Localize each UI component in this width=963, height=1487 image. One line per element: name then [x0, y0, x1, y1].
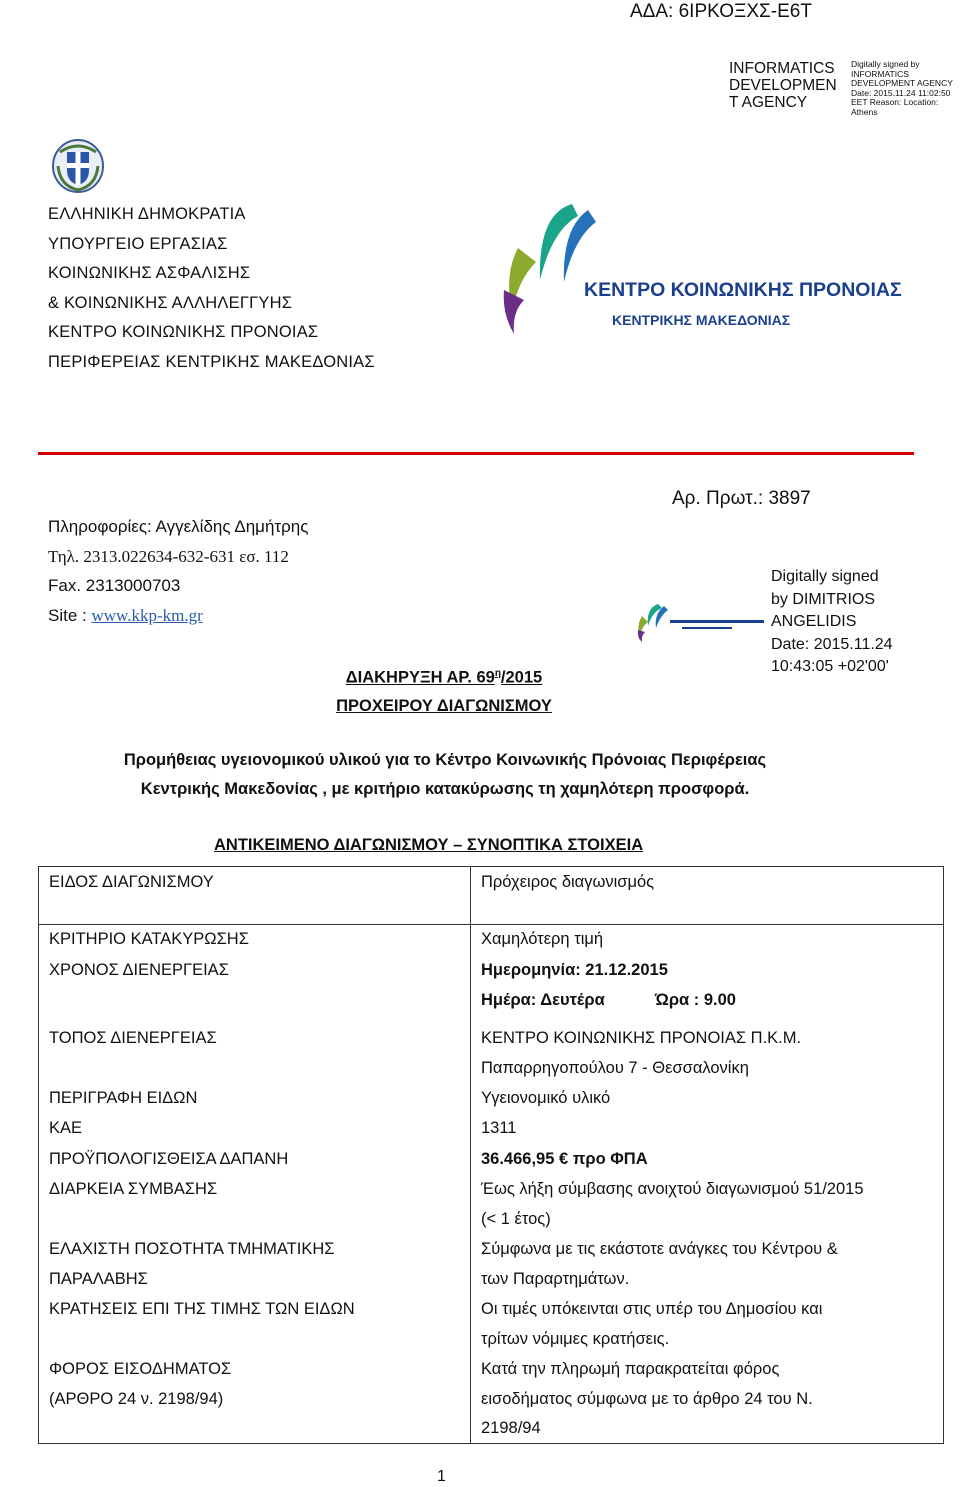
- criterion-label: ΚΡΙΤΗΡΙΟ ΚΑΤΑΚΥΡΩΣΗΣ: [49, 930, 249, 948]
- budget-label: ΠΡΟΫΠΟΛΟΓΙΣΘΕΙΣΑ ΔΑΠΑΝΗ: [49, 1150, 289, 1168]
- tax-value: Κατά την πληρωμή παρακρατείται φόρος: [481, 1360, 780, 1378]
- header-line: ΚΟΙΝΩΝΙΚΗΣ ΑΣΦΑΛΙΣΗΣ: [48, 264, 251, 282]
- min-quantity-value: Σύμφωνα με τις εκάστοτε ανάγκες του Κέντρου &: [481, 1240, 838, 1258]
- min-quantity-value-2: των Παραρτημάτων.: [481, 1270, 630, 1288]
- separator-line: [38, 452, 914, 455]
- place-value: ΚΕΝΤΡΟ ΚΟΙΝΩΝΙΚΗΣ ΠΡΟΝΟΙΑΣ Π.Κ.Μ.: [481, 1029, 802, 1047]
- site-link[interactable]: www.kkp-km.gr: [91, 605, 203, 625]
- kae-label: ΚΑΕ: [49, 1119, 83, 1137]
- time-hour: Ώρα : 9.00: [655, 991, 736, 1009]
- min-quantity-label-2: ΠΑΡΑΛΑΒΗΣ: [49, 1270, 148, 1288]
- type-value: Πρόχειρος διαγωνισμός: [481, 873, 655, 891]
- site-label: Site :: [48, 605, 92, 625]
- contact-person: Πληροφορίες: Αγγελίδης Δημήτρης: [48, 517, 309, 536]
- kkp-logo-swirls-icon: [500, 200, 902, 340]
- deductions-value-2: τρίτων νόμιμες κρατήσεις.: [481, 1330, 670, 1348]
- signature-line: Digitally signed: [771, 568, 879, 585]
- place-label: ΤΟΠΟΣ ΔΙΕΝΕΡΓΕΙΑΣ: [49, 1029, 217, 1047]
- ada-code: ΑΔΑ: 6ΙΡΚΟΞΧΣ-Ε6Τ: [630, 1, 812, 22]
- declaration-title: [328, 660, 560, 720]
- declaration-year: /2015: [500, 668, 543, 687]
- description-label: ΠΕΡΙΓΡΑΦΗ ΕΙΔΩΝ: [49, 1089, 198, 1107]
- deductions-label: ΚΡΑΤΗΣΕΙΣ ΕΠΙ ΤΗΣ ΤΙΜΗΣ ΤΩΝ ΕΙΔΩΝ: [49, 1300, 355, 1318]
- signature-second: [771, 566, 893, 679]
- budget-value: 36.466,95 € προ ΦΠΑ: [481, 1150, 648, 1168]
- declaration-number: ΔΙΑΚΗΡΥΞΗ ΑΡ. 69: [345, 668, 495, 687]
- kkp-logo-small: [636, 600, 768, 642]
- kkp-logo: [500, 200, 902, 340]
- place-address: Παπαρρηγοπούλου 7 - Θεσσαλονίκη: [481, 1059, 749, 1077]
- header-line: ΥΠΟΥΡΓΕΙΟ ΕΡΓΑΣΙΑΣ: [48, 234, 228, 253]
- table-title: ΑΝΤΙΚΕΙΜΕΝΟ ΔΙΑΓΩΝΙΣΜΟΥ – ΣΥΝΟΠΤΙΚΑ ΣΤΟΙΧΕΙΑ: [214, 836, 644, 854]
- kkp-logo-small-icon: [636, 600, 768, 642]
- logo-title: ΚΕΝΤΡΟ ΚΟΙΝΩΝΙΚΗΣ ΠΡΟΝΟΙΑΣ: [584, 279, 902, 301]
- ministry-header: [48, 200, 375, 377]
- subject-line: Κεντρικής Μακεδονίας , με κριτήριο κατακύρωσης τη χαμηλότερη προσφορά.: [140, 779, 750, 798]
- duration-label: ΔΙΑΡΚΕΙΑ ΣΥΜΒΑΣΗΣ: [49, 1180, 218, 1198]
- summary-table: [38, 866, 944, 1444]
- signature-line: by DIMITRIOS: [771, 590, 876, 608]
- contact-fax: Fax. 2313000703: [48, 576, 181, 595]
- duration-note: (< 1 έτος): [481, 1210, 551, 1228]
- declaration-type: ΠΡΟΧΕΙΡΟΥ ΔΙΑΓΩΝΙΣΜΟΥ: [336, 696, 552, 715]
- page-number: 1: [437, 1468, 446, 1485]
- time-label: ΧΡΟΝΟΣ ΔΙΕΝΕΡΓΕΙΑΣ: [49, 961, 229, 979]
- type-label: ΕΙΔΟΣ ΔΙΑΓΩΝΙΣΜΟΥ: [49, 873, 214, 891]
- table-divider: [470, 867, 471, 1443]
- criterion-value: Χαμηλότερη τιμή: [481, 930, 604, 948]
- signature-line: 10:43:05 +02'00': [771, 658, 889, 675]
- time-day: Ημέρα: Δευτέρα: [481, 991, 605, 1009]
- signature-name: INFORMATICS DEVELOPMEN T AGENCY: [729, 60, 837, 111]
- duration-value: Έως λήξη σύμβασης ανοιχτού διαγωνισμού 51/2015: [481, 1180, 864, 1198]
- declaration-sup: η: [494, 668, 501, 679]
- tax-value-2: εισοδήματος σύμφωνα με το άρθρο 24 του Ν.: [481, 1390, 813, 1408]
- time-date: Ημερομηνία: 21.12.2015: [481, 961, 668, 979]
- logo-subtitle: ΚΕΝΤΡΙΚΗΣ ΜΑΚΕΔΟΝΙΑΣ: [612, 312, 791, 328]
- procurement-subject: [60, 746, 830, 803]
- kae-value: 1311: [481, 1119, 517, 1137]
- tax-label-2: (ΑΡΘΡΟ 24 ν. 2198/94): [49, 1390, 224, 1408]
- signature-details: Digitally signed by INFORMATICS DEVELOPMENT AGENCY Date: 2015.11.24 11:02:50 EET Reason: Location: Athens: [851, 59, 953, 117]
- subject-line: Προμήθειας υγειονομικού υλικού για το Κέντρο Κοινωνικής Πρόνοιας Περιφέρειας: [123, 751, 767, 769]
- header-line: ΚΕΝΤΡΟ ΚΟΙΝΩΝΙΚΗΣ ΠΡΟΝΟΙΑΣ: [48, 323, 319, 341]
- greek-emblem-icon: [50, 138, 106, 194]
- signature-line: ANGELIDIS: [771, 613, 857, 630]
- description-value: Υγειονομικό υλικό: [481, 1089, 611, 1107]
- header-line: & ΚΟΙΝΩΝΙΚΗΣ ΑΛΛΗΛΕΓΓΥΗΣ: [48, 293, 293, 312]
- deductions-value: Οι τιμές υπόκεινται στις υπέρ του Δημοσίου και: [481, 1300, 823, 1318]
- tax-label: ΦΟΡΟΣ ΕΙΣΟΔΗΜΑΤΟΣ: [49, 1360, 232, 1378]
- signature-line: Date: 2015.11.24: [771, 635, 893, 653]
- header-line: ΠΕΡΙΦΕΡΕΙΑΣ ΚΕΝΤΡΙΚΗΣ ΜΑΚΕΔΟΝΙΑΣ: [48, 352, 375, 371]
- contact-tel: Τηλ. 2313.022634-632-631 εσ. 112: [48, 546, 289, 566]
- tax-value-3: 2198/94: [481, 1419, 541, 1437]
- protocol-number: Αρ. Πρωτ.: 3897: [672, 488, 811, 509]
- min-quantity-label: ΕΛΑΧΙΣΤΗ ΠΟΣΟΤΗΤΑ ΤΜΗΜΑΤΙΚΗΣ: [49, 1240, 335, 1258]
- header-line: ΕΛΛΗΝΙΚΗ ΔΗΜΟΚΡΑΤΙΑ: [48, 205, 246, 223]
- contact-info: [48, 512, 308, 630]
